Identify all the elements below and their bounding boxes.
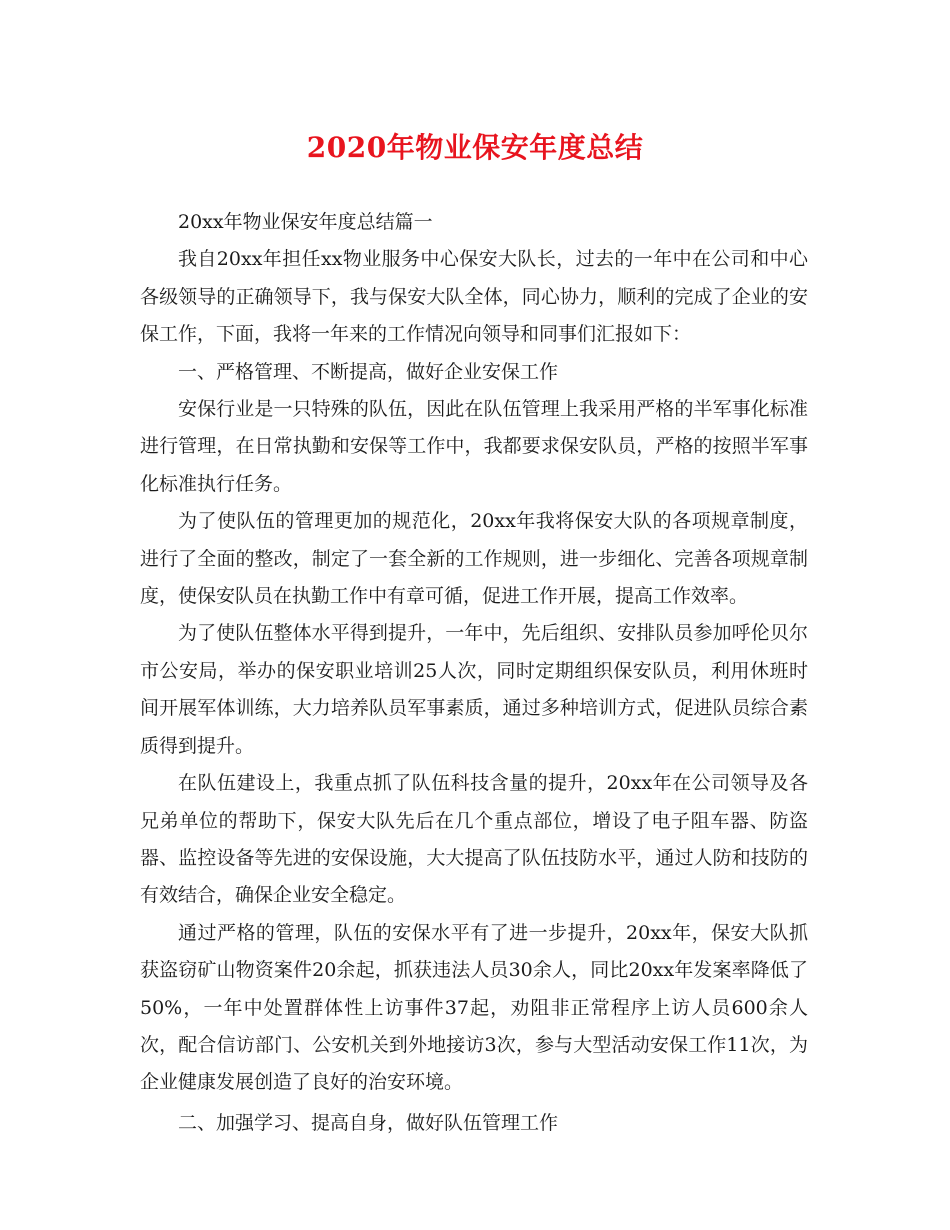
paragraph: 在队伍建设上，我重点抓了队伍科技含量的提升，20xx年在公司领导及各兄弟单位的帮助下，保安大队先后在几个重点部位，增设了电子阻车器、防盗器、监控设备等先进的安保设施，大大提高了队伍技防水平，通过人防和技防的有效结合，确保企业安全稳定。 [140,772,808,907]
document-title: 2020年物业保安年度总结 [306,131,644,164]
paragraph: 为了使队伍的管理更加的规范化，20xx年我将保安大队的各项规章制度，进行了全面的整改，制定了一套全新的工作规则，进一步细化、完善各项规章制度，使保安队员在执勤工作中有章可循，促进工作开展，提高工作效率。 [140,510,808,608]
section-heading-1: 一、严格管理、不断提高，做好企业安保工作 [178,360,559,383]
paragraph: 为了使队伍整体水平得到提升，一年中，先后组织、安排队员参加呼伦贝尔市公安局，举办的保安职业培训25人次，同时定期组织保安队员，利用休班时间开展军体训练，大力培养队员军事素质，通过多种培训方式，促进队员综合素质得到提升。 [140,622,808,757]
section-heading-2: 二、加强学习、提高自身，做好队伍管理工作 [178,1111,559,1134]
paragraph-intro: 我自20xx年担任xx物业服务中心保安大队长，过去的一年中在公司和中心各级领导的正确领导下，我与保安大队全体，同心协力，顺利的完成了企业的安保工作，下面，我将一年来的工作情况向领导和同事们汇报如下： [140,248,808,346]
paragraph: 安保行业是一只特殊的队伍，因此在队伍管理上我采用严格的半军事化标准进行管理，在日常执勤和安保等工作中，我都要求保安队员，严格的按照半军事化标准执行任务。 [140,398,808,495]
document-body [140,204,808,1142]
paragraph: 通过严格的管理，队伍的安保水平有了进一步提升，20xx年，保安大队抓获盗窃矿山物资案件20余起，抓获违法人员30余人，同比20xx年发案率降低了50%，一年中处置群体性上访事件37起，劝阻非正常程序上访人员600余人次，配合信访部门、公安机关到外地接访3次，参与大型活动安保工作11次，为企业健康发展创造了良好的治安环境。 [140,921,808,1094]
section-subtitle: 20xx年物业保安年度总结篇一 [178,211,433,233]
